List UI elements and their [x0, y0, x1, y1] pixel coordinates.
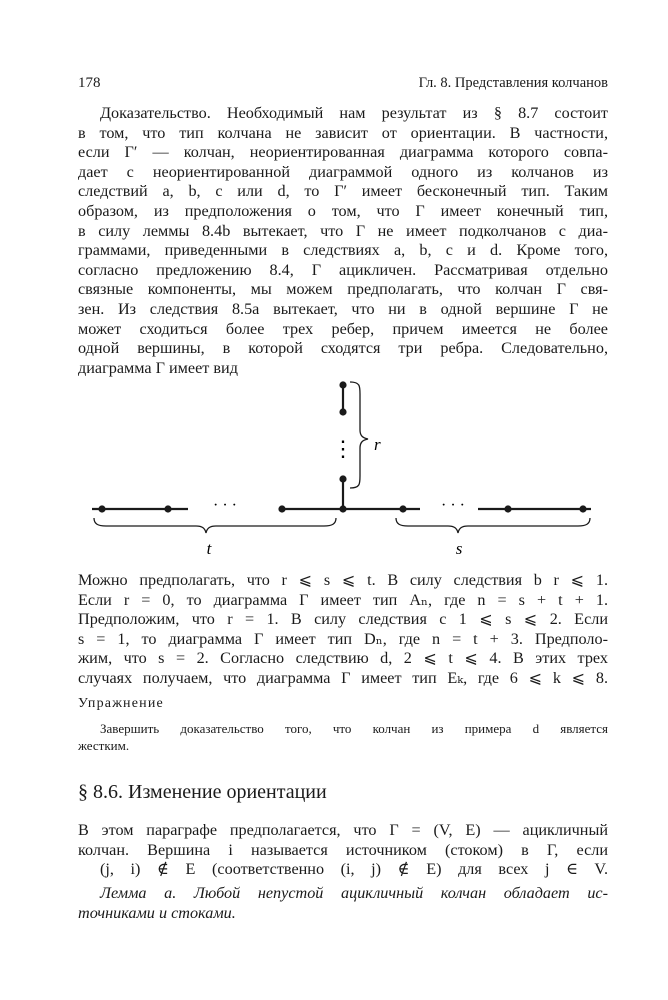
proof-line: в том, что тип колчана не зависит от ориентации. В частности, [78, 123, 608, 142]
proof-line: образом, из предположения о том, что Γ имеет конечный тип, [78, 201, 608, 220]
proof-line: связные компоненты, мы можем предполагать, что колчан Γ свя- [78, 280, 608, 299]
label-t: t [206, 539, 212, 558]
proof-line: в силу леммы 8.4b вытекает, что Γ не имеет подколчанов с диа- [78, 221, 608, 240]
ellipsis-left: · · · [213, 497, 237, 514]
brace-r [350, 382, 368, 488]
section-heading: § 8.6. Изменение ориентации [78, 781, 327, 803]
proof-line: если Γ′ — колчан, неориентированная диаграмма которого совпа- [78, 143, 608, 162]
vertex [278, 505, 285, 512]
vertex [504, 505, 511, 512]
ellipsis-right: · · · [441, 497, 465, 514]
vertex [339, 475, 346, 482]
vertex [164, 505, 171, 512]
text-line: s = 1, то диаграмма Γ имеет тип Dₙ, где n = t + 3. Предполо- [78, 629, 608, 648]
proof-line: одной вершины, в которой сходятся три ребра. Следовательно, [78, 339, 608, 358]
lemma-line: Лемма а. Любой непустой ацикличный колчан обладает ис- [100, 884, 608, 902]
quiver-diagram-svg [78, 372, 608, 572]
vertex [98, 505, 105, 512]
branch-vertex [339, 505, 346, 512]
section-line: В этом параграфе предполагается, что Γ = (V, E) — ацикличный [78, 821, 608, 839]
text-line: Предположим, что r = 1. В силу следствия с 1 ⩽ s ⩽ 2. Если [78, 610, 608, 629]
section-line: колчан. Вершина i называется источником (стоком) в Γ, если [78, 840, 608, 859]
section-paragraph [78, 821, 608, 880]
vertex [399, 505, 406, 512]
proof-line: дает с неориентированной диаграммой одного из колчанов из [78, 162, 608, 181]
vertex [579, 505, 586, 512]
vertex [339, 381, 346, 388]
proof-line: следствий а, b, с или d, то Γ′ имеет бесконечный тип. Таким [78, 182, 608, 201]
running-head [78, 75, 608, 95]
page-number: 178 [78, 75, 101, 91]
proof-line: согласно предложению 8.4, Γ ацикличен. Рассматривая отдельно [78, 260, 608, 279]
section-line: (j, i) ∉ E (соответственно (i, j) ∉ E) для всех j ∈ V. [100, 860, 608, 879]
proof-paragraph [78, 104, 608, 378]
ellipsis-vertical: ⋮ [332, 436, 354, 461]
proof-line: зен. Из следствия 8.5а вытекает, что ни в одной вершине Γ не [78, 299, 608, 318]
vertex [339, 408, 346, 415]
text-line: жим, что s = 2. Согласно следствию d, 2 ⩽ t ⩽ 4. В этих трех [78, 649, 608, 668]
label-r: r [374, 435, 381, 454]
quiver-diagram [78, 372, 608, 572]
exercise-line: жестким. [78, 738, 130, 753]
proof-line: граммами, приведенными в следствиях а, b, с и d. Кроме того, [78, 241, 608, 260]
lemma-line: точниками и стоками. [78, 903, 236, 922]
text-line: случаях получаем, что диаграмма Γ имеет тип Eₖ, где 6 ⩽ k ⩽ 8. [78, 668, 608, 687]
classification-paragraph [78, 571, 608, 689]
proof-line: может сходиться более трех ребер, причем имеется не более [78, 319, 608, 338]
exercise-line: Завершить доказательство того, что колчан из примера d является [100, 721, 608, 736]
label-s: s [455, 539, 463, 558]
text-line: Если r = 0, то диаграмма Γ имеет тип Aₙ, где n = s + t + 1. [78, 590, 608, 609]
proof-line: Доказательство. Необходимый нам результат из § 8.7 состоит [100, 104, 608, 122]
exercise-text [78, 720, 608, 754]
exercise-heading: Упражнение [78, 696, 164, 711]
brace-t [94, 518, 336, 533]
lemma-paragraph [78, 884, 608, 923]
proof-line: диаграмма Γ имеет вид [78, 358, 238, 377]
running-title: Гл. 8. Представления колчанов [418, 75, 608, 91]
brace-s [396, 518, 590, 533]
text-line: Можно предполагать, что r ⩽ s ⩽ t. В силу следствия b r ⩽ 1. [78, 571, 608, 589]
